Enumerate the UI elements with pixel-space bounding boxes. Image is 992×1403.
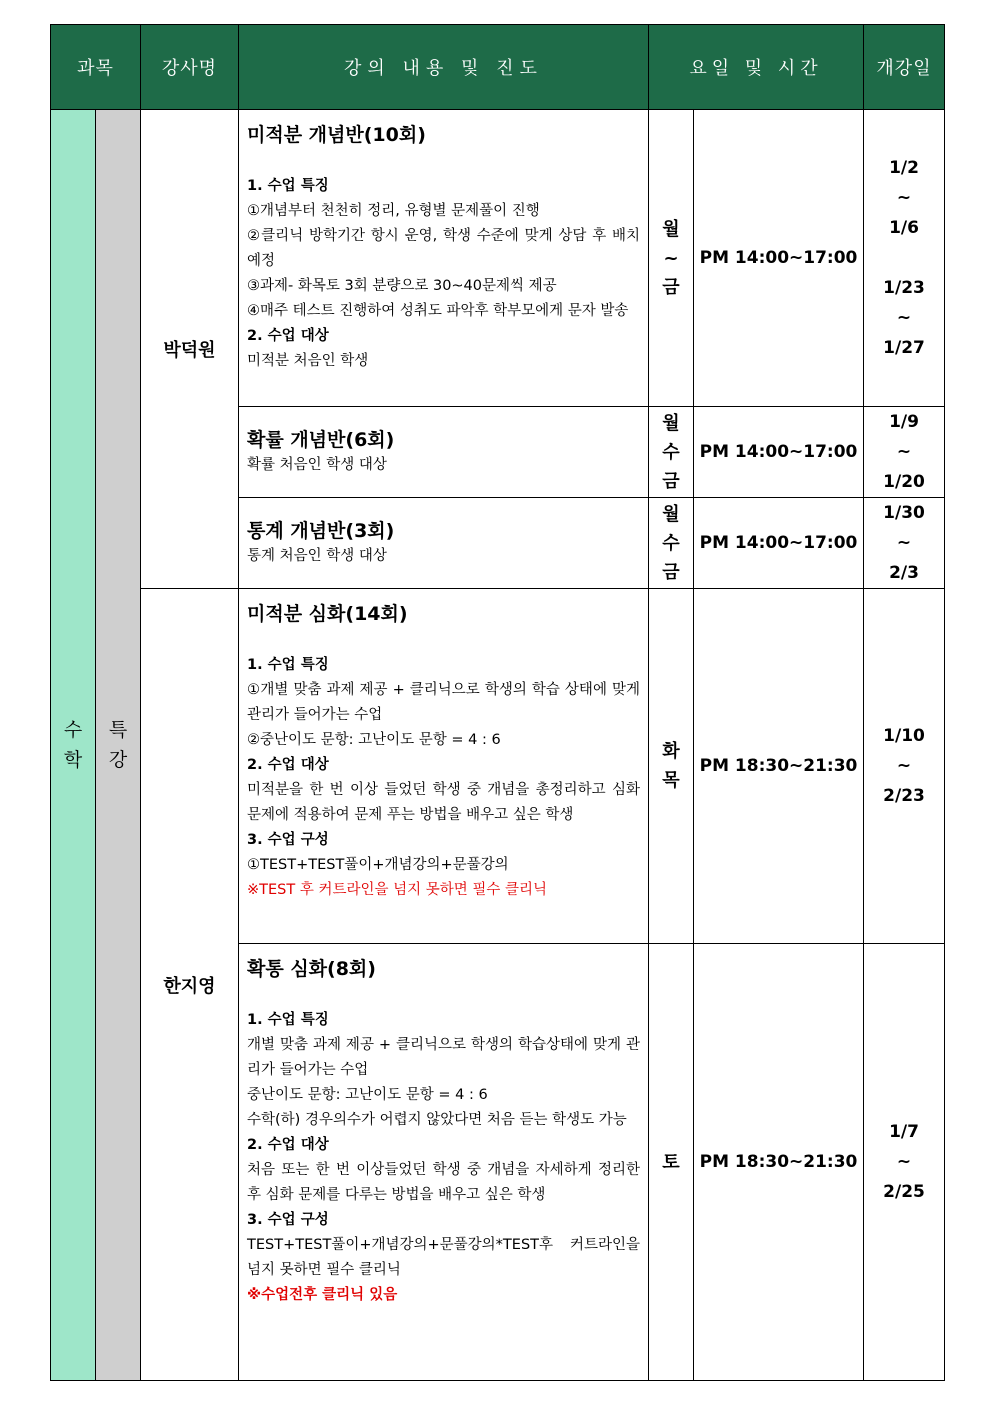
day-cell: [649, 589, 694, 944]
header-start-date: 개강일: [864, 25, 945, 110]
section-heading: 3. 수업 구성: [247, 832, 329, 848]
course-line: 확률 처음인 학생 대상: [247, 457, 387, 473]
date-cell: [864, 498, 945, 589]
course-line: 처음 또는 한 번 이상들었던 학생 중 개념을 자세하게 정리한 후 심화 문제를 다루는 방법을 배우고 싶은 학생: [247, 1162, 640, 1203]
course-title: 통계 개념반(3회): [247, 520, 395, 542]
course-content: [239, 944, 649, 1381]
date-text: ~: [896, 442, 912, 462]
course-line: 개별 맞춤 과제 제공 + 클리닉으로 학생의 학습상태에 맞게 관리가 들어가는 수업: [247, 1037, 640, 1078]
date-text: ~: [896, 533, 912, 553]
day-text: 금: [662, 276, 680, 298]
course-line: ①개념부터 천천히 정리, 유형별 문제풀이 진행: [247, 203, 540, 219]
date-cell: [864, 407, 945, 498]
section-heading: 2. 수업 대상: [247, 757, 329, 773]
date-text: 1/10: [883, 726, 925, 746]
course-line: 중난이도 문항: 고난이도 문항 = 4 : 6: [247, 1087, 488, 1103]
date-cell: [864, 944, 945, 1381]
day-text: 토: [662, 1151, 680, 1173]
date-text: ~: [896, 1152, 912, 1172]
date-text: [864, 243, 944, 273]
header-schedule: 요일 및 시간: [649, 25, 864, 110]
day-text: 수: [662, 532, 680, 554]
section-heading: 2. 수업 대상: [247, 328, 329, 344]
time-cell: PM 18:30~21:30: [694, 944, 864, 1381]
course-content: [239, 589, 649, 944]
header-subject: 과목: [51, 25, 141, 110]
date-text: 1/7: [889, 1122, 919, 1142]
date-text: 1/2: [889, 158, 919, 178]
section-heading: 1. 수업 특징: [247, 657, 329, 673]
teacher-name: 한지영: [141, 589, 239, 1381]
course-title: 미적분 개념반(10회): [247, 124, 426, 146]
subject-cell: [51, 110, 96, 1381]
course-line: 미적분 처음인 학생: [247, 353, 369, 369]
time-cell: PM 14:00~17:00: [694, 498, 864, 589]
course-title: 미적분 심화(14회): [247, 603, 408, 625]
date-text: 2/3: [889, 563, 919, 583]
section-heading: 1. 수업 특징: [247, 178, 329, 194]
day-cell: [649, 944, 694, 1381]
day-cell: [649, 110, 694, 407]
day-text: ~: [663, 247, 679, 269]
date-text: 1/6: [889, 218, 919, 238]
day-text: 월: [662, 218, 680, 240]
date-text: 1/20: [883, 472, 925, 492]
date-text: ~: [896, 308, 912, 328]
course-line: ①TEST+TEST풀이+개념강의+문풀강의: [247, 857, 509, 873]
table-row: [51, 589, 945, 944]
course-line: ②중난이도 문항: 고난이도 문항 = 4 : 6: [247, 732, 501, 748]
course-content: [239, 498, 649, 589]
schedule-table: [50, 24, 945, 1381]
course-note: ※TEST 후 커트라인을 넘지 못하면 필수 클리닉: [247, 882, 547, 898]
header-row: [51, 25, 945, 110]
section-heading: 2. 수업 대상: [247, 1137, 329, 1153]
course-line: ②클리닉 방학기간 항시 운영, 학생 수준에 맞게 상담 후 배치 예정: [247, 228, 640, 269]
date-cell: [864, 110, 945, 407]
day-text: 수: [662, 441, 680, 463]
header-teacher: 강사명: [141, 25, 239, 110]
subject-char: 학: [63, 749, 83, 771]
time-cell: PM 18:30~21:30: [694, 589, 864, 944]
time-cell: PM 14:00~17:00: [694, 110, 864, 407]
section-heading: 1. 수업 특징: [247, 1012, 329, 1028]
day-text: 화: [662, 741, 680, 762]
course-line: 미적분을 한 번 이상 들었던 학생 중 개념을 총정리하고 심화 문제에 적용하여 문제 푸는 방법을 배우고 싶은 학생: [247, 782, 640, 823]
course-line: ③과제- 화목토 3회 분량으로 30~40문제씩 제공: [247, 278, 557, 294]
course-line: ④매주 테스트 진행하여 성취도 파악후 학부모에게 문자 발송: [247, 303, 629, 319]
special-char: 특: [108, 719, 128, 741]
day-text: 금: [662, 561, 680, 583]
special-cell: [96, 110, 141, 1381]
date-text: 2/25: [883, 1182, 925, 1202]
day-text: 금: [662, 470, 680, 492]
date-text: 1/9: [889, 412, 919, 432]
header-content: 강의 내용 및 진도: [239, 25, 649, 110]
day-cell: [649, 407, 694, 498]
course-content: [239, 110, 649, 407]
day-text: 월: [662, 503, 680, 525]
day-cell: [649, 498, 694, 589]
section-heading: 3. 수업 구성: [247, 1212, 329, 1228]
date-cell: [864, 589, 945, 944]
course-title: 확률 개념반(6회): [247, 429, 395, 451]
date-text: ~: [896, 756, 912, 776]
day-text: 목: [662, 770, 680, 791]
day-text: 월: [662, 412, 680, 434]
date-text: 1/23: [883, 278, 925, 298]
date-text: ~: [896, 188, 912, 208]
course-line: 통계 처음인 학생 대상: [247, 548, 387, 564]
teacher-name: 박덕원: [141, 110, 239, 589]
table-row: [51, 110, 945, 407]
course-line: 수학(하) 경우의수가 어렵지 않았다면 처음 듣는 학생도 가능: [247, 1112, 627, 1128]
date-text: 1/30: [883, 503, 925, 523]
course-content: [239, 407, 649, 498]
date-text: 2/23: [883, 786, 925, 806]
course-line: ①개별 맞춤 과제 제공 + 클리닉으로 학생의 학습 상태에 맞게 관리가 들어가는 수업: [247, 682, 640, 723]
time-cell: PM 14:00~17:00: [694, 407, 864, 498]
course-note: ※수업전후 클리닉 있음: [247, 1287, 398, 1303]
subject-char: 수: [63, 719, 83, 741]
course-title: 확통 심화(8회): [247, 958, 376, 980]
date-text: 1/27: [883, 338, 925, 358]
special-char: 강: [108, 749, 128, 771]
course-line: TEST+TEST풀이+개념강의+문풀강의*TEST후 커트라인을 넘지 못하면 필수 클리닉: [247, 1237, 640, 1278]
